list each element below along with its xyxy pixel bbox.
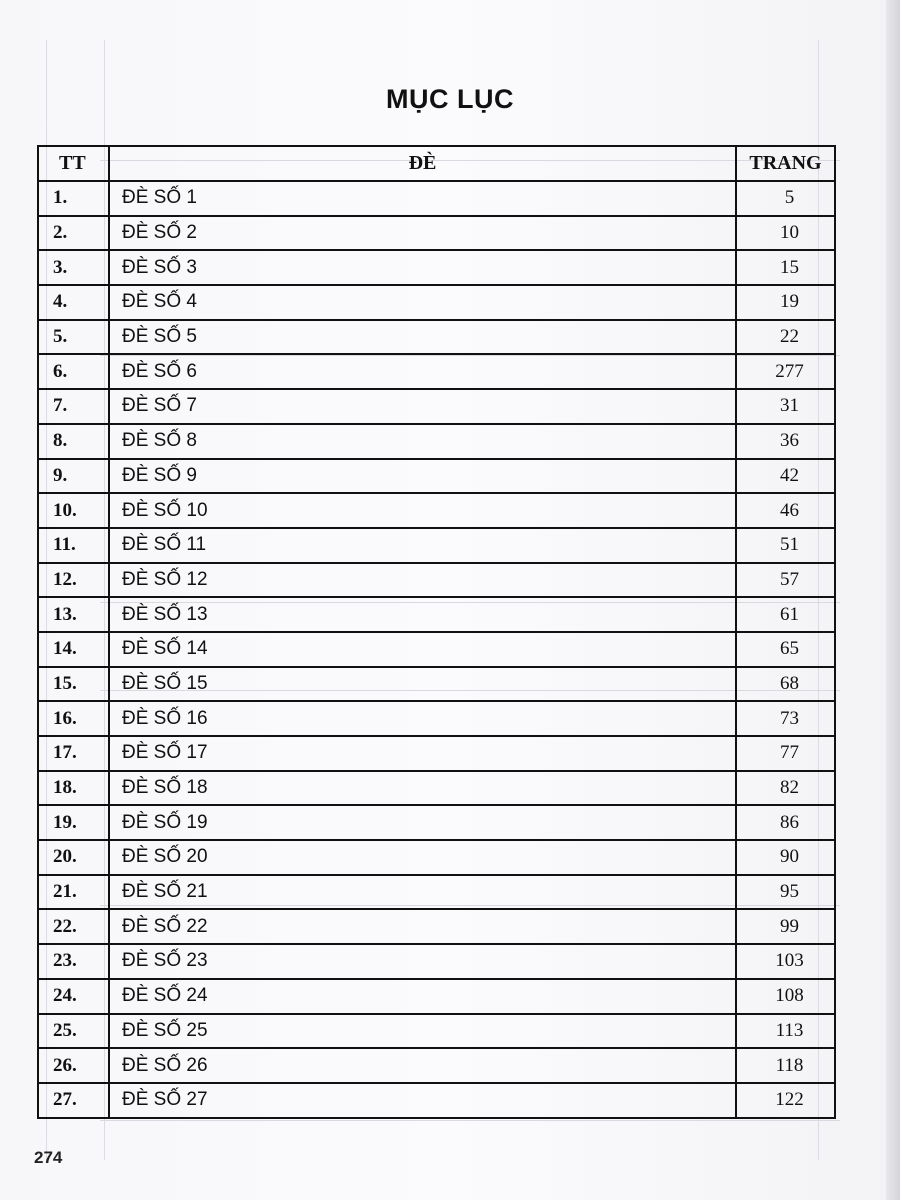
row-page: 99 bbox=[736, 909, 835, 944]
row-number: 16. bbox=[38, 701, 109, 736]
table-row bbox=[38, 181, 835, 216]
row-page: 61 bbox=[736, 597, 835, 632]
row-page: 65 bbox=[736, 632, 835, 667]
row-number: 3. bbox=[38, 250, 109, 285]
row-number: 2. bbox=[38, 216, 109, 251]
row-title: ĐÈ SỐ 4 bbox=[109, 285, 736, 320]
row-number: 22. bbox=[38, 909, 109, 944]
page-title: MỤC LỤC bbox=[386, 84, 514, 114]
row-title: ĐÈ SỐ 21 bbox=[109, 875, 736, 910]
row-number: 20. bbox=[38, 840, 109, 875]
row-number: 26. bbox=[38, 1048, 109, 1083]
row-page: 51 bbox=[736, 528, 835, 563]
row-title: ĐÈ SỐ 7 bbox=[109, 389, 736, 424]
table-row bbox=[38, 459, 835, 494]
row-number: 15. bbox=[38, 667, 109, 702]
table-row bbox=[38, 875, 835, 910]
row-title: ĐÈ SỐ 27 bbox=[109, 1083, 736, 1118]
row-number: 9. bbox=[38, 459, 109, 494]
row-title: ĐÈ SỐ 3 bbox=[109, 250, 736, 285]
row-title: ĐÈ SỐ 10 bbox=[109, 493, 736, 528]
table-row bbox=[38, 528, 835, 563]
row-page: 90 bbox=[736, 840, 835, 875]
table-row bbox=[38, 320, 835, 355]
table-row bbox=[38, 667, 835, 702]
row-page: 36 bbox=[736, 424, 835, 459]
row-page: 82 bbox=[736, 771, 835, 806]
table-of-contents bbox=[37, 145, 836, 1119]
table-row bbox=[38, 840, 835, 875]
row-page: 15 bbox=[736, 250, 835, 285]
row-page: 31 bbox=[736, 389, 835, 424]
table-row bbox=[38, 1048, 835, 1083]
table-row bbox=[38, 597, 835, 632]
row-title: ĐÈ SỐ 14 bbox=[109, 632, 736, 667]
row-page: 73 bbox=[736, 701, 835, 736]
table-body bbox=[38, 181, 835, 1118]
table-row bbox=[38, 285, 835, 320]
row-number: 8. bbox=[38, 424, 109, 459]
header-tt: TT bbox=[38, 146, 109, 181]
table-row bbox=[38, 216, 835, 251]
row-title: ĐÈ SỐ 9 bbox=[109, 459, 736, 494]
row-number: 7. bbox=[38, 389, 109, 424]
page-binding-edge bbox=[886, 0, 900, 1200]
row-page: 118 bbox=[736, 1048, 835, 1083]
row-title: ĐÈ SỐ 11 bbox=[109, 528, 736, 563]
row-title: ĐÈ SỐ 24 bbox=[109, 979, 736, 1014]
table-row bbox=[38, 979, 835, 1014]
row-page: 86 bbox=[736, 805, 835, 840]
bleed-line bbox=[100, 1120, 840, 1121]
row-number: 25. bbox=[38, 1014, 109, 1049]
row-number: 17. bbox=[38, 736, 109, 771]
row-title: ĐÈ SỐ 15 bbox=[109, 667, 736, 702]
table-row bbox=[38, 736, 835, 771]
row-title: ĐÈ SỐ 1 bbox=[109, 181, 736, 216]
row-number: 24. bbox=[38, 979, 109, 1014]
row-number: 14. bbox=[38, 632, 109, 667]
table-row bbox=[38, 701, 835, 736]
page-number: 274 bbox=[34, 1148, 63, 1167]
table-row bbox=[38, 1083, 835, 1118]
row-number: 19. bbox=[38, 805, 109, 840]
row-number: 27. bbox=[38, 1083, 109, 1118]
row-page: 108 bbox=[736, 979, 835, 1014]
table-row bbox=[38, 805, 835, 840]
table-row bbox=[38, 632, 835, 667]
row-title: ĐÈ SỐ 6 bbox=[109, 354, 736, 389]
table-row bbox=[38, 771, 835, 806]
row-page: 277 bbox=[736, 354, 835, 389]
row-title: ĐÈ SỐ 2 bbox=[109, 216, 736, 251]
row-number: 12. bbox=[38, 563, 109, 598]
row-title: ĐÈ SỐ 23 bbox=[109, 944, 736, 979]
row-number: 11. bbox=[38, 528, 109, 563]
row-title: ĐÈ SỐ 20 bbox=[109, 840, 736, 875]
header-trang: TRANG bbox=[736, 146, 835, 181]
row-title: ĐÈ SỐ 26 bbox=[109, 1048, 736, 1083]
row-title: ĐÈ SỐ 18 bbox=[109, 771, 736, 806]
row-page: 57 bbox=[736, 563, 835, 598]
row-page: 22 bbox=[736, 320, 835, 355]
row-number: 5. bbox=[38, 320, 109, 355]
table-row bbox=[38, 944, 835, 979]
row-number: 6. bbox=[38, 354, 109, 389]
row-page: 10 bbox=[736, 216, 835, 251]
row-page: 103 bbox=[736, 944, 835, 979]
row-title: ĐÈ SỐ 8 bbox=[109, 424, 736, 459]
header-de: ĐÈ bbox=[109, 146, 736, 181]
row-number: 21. bbox=[38, 875, 109, 910]
table-row bbox=[38, 354, 835, 389]
row-number: 10. bbox=[38, 493, 109, 528]
row-page: 19 bbox=[736, 285, 835, 320]
row-page: 42 bbox=[736, 459, 835, 494]
table-row bbox=[38, 909, 835, 944]
row-title: ĐÈ SỐ 13 bbox=[109, 597, 736, 632]
table-header-row bbox=[38, 146, 835, 181]
table-row bbox=[38, 389, 835, 424]
row-title: ĐÈ SỐ 16 bbox=[109, 701, 736, 736]
row-title: ĐÈ SỐ 17 bbox=[109, 736, 736, 771]
row-page: 113 bbox=[736, 1014, 835, 1049]
row-page: 68 bbox=[736, 667, 835, 702]
row-title: ĐÈ SỐ 25 bbox=[109, 1014, 736, 1049]
row-number: 23. bbox=[38, 944, 109, 979]
table-row bbox=[38, 563, 835, 598]
row-number: 1. bbox=[38, 181, 109, 216]
row-page: 95 bbox=[736, 875, 835, 910]
table-row bbox=[38, 1014, 835, 1049]
row-page: 46 bbox=[736, 493, 835, 528]
row-number: 13. bbox=[38, 597, 109, 632]
table-row bbox=[38, 250, 835, 285]
row-page: 77 bbox=[736, 736, 835, 771]
row-page: 5 bbox=[736, 181, 835, 216]
row-title: ĐÈ SỐ 5 bbox=[109, 320, 736, 355]
row-title: ĐÈ SỐ 22 bbox=[109, 909, 736, 944]
row-title: ĐÈ SỐ 19 bbox=[109, 805, 736, 840]
row-page: 122 bbox=[736, 1083, 835, 1118]
row-number: 4. bbox=[38, 285, 109, 320]
table-row bbox=[38, 493, 835, 528]
table-row bbox=[38, 424, 835, 459]
row-number: 18. bbox=[38, 771, 109, 806]
row-title: ĐÈ SỐ 12 bbox=[109, 563, 736, 598]
